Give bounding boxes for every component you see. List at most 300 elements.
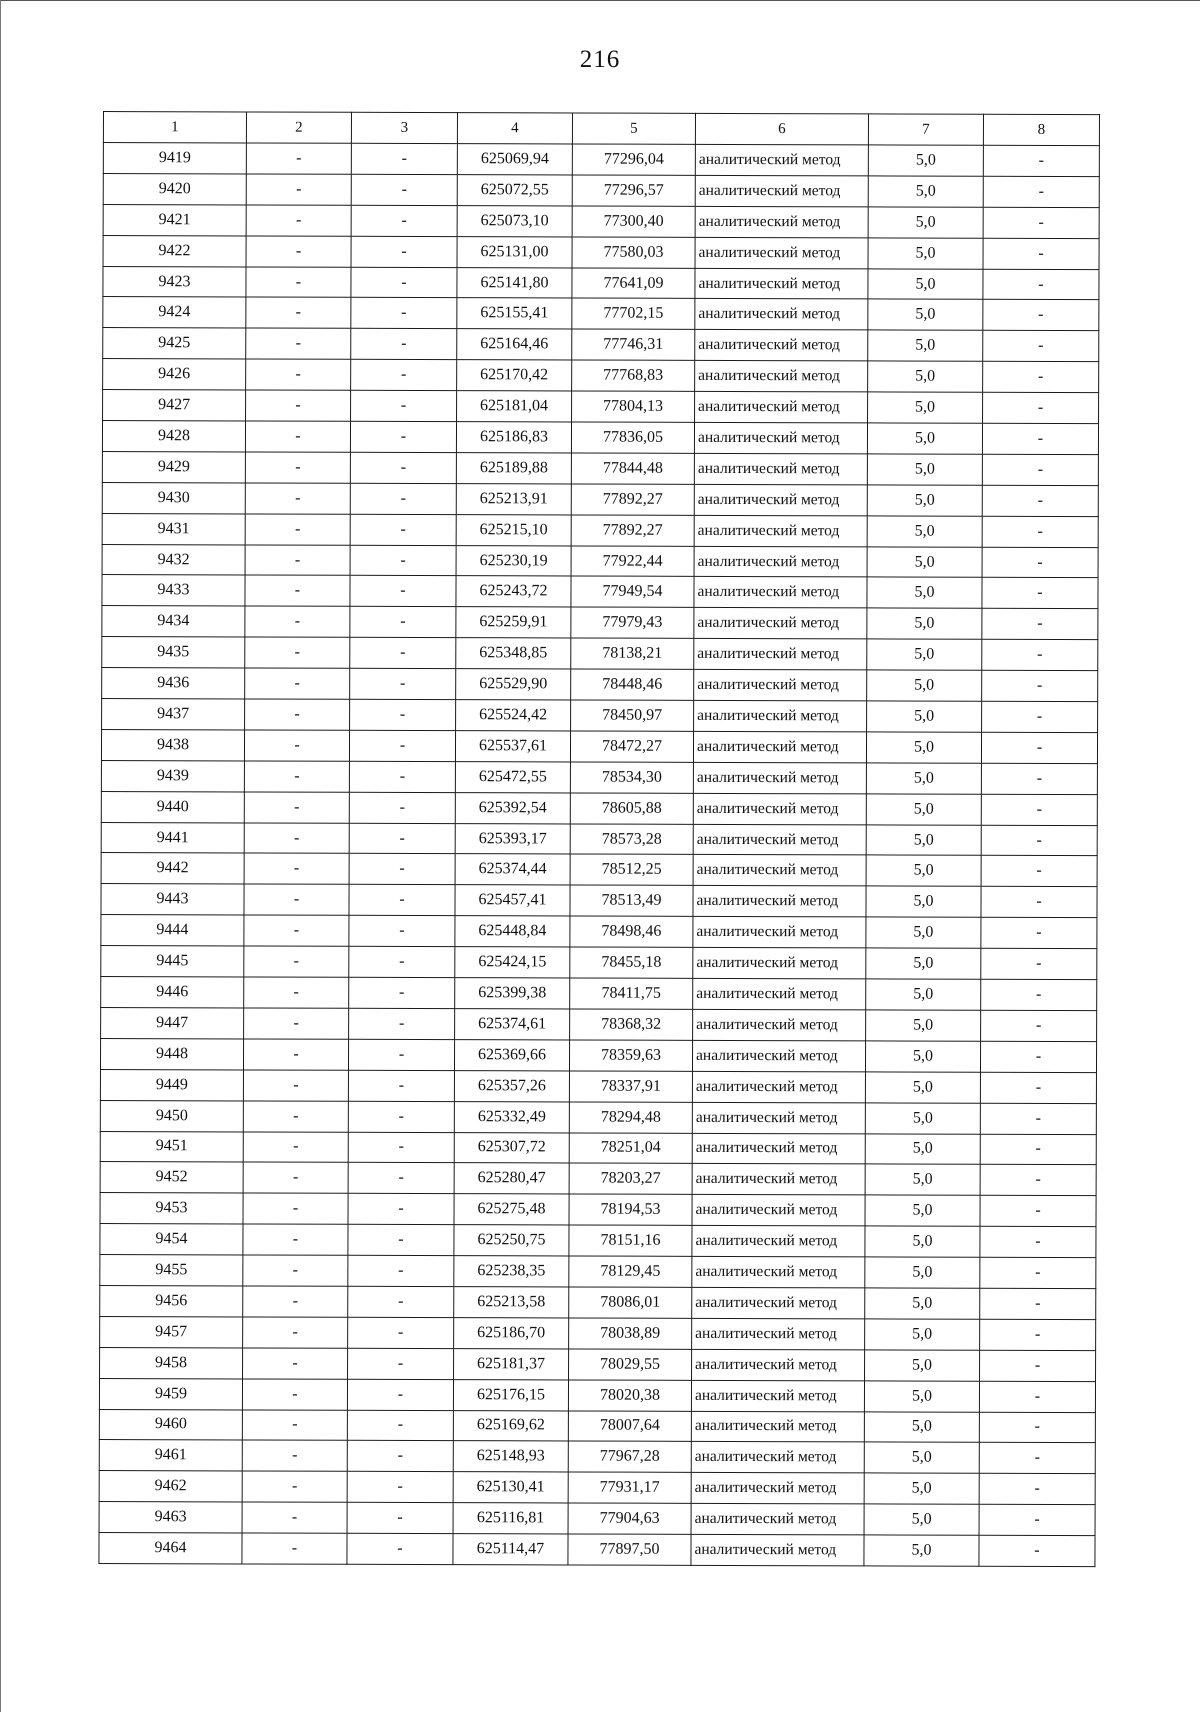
page-number: 216: [579, 46, 621, 73]
method-cell: аналитический метод: [695, 391, 868, 422]
table-row: [102, 606, 1098, 640]
accuracy-cell: 5,0: [868, 392, 983, 423]
method-cell: аналитический метод: [694, 669, 867, 700]
col8-cell: -: [983, 238, 1099, 269]
method-cell: аналитический метод: [691, 1504, 864, 1535]
col2-cell: -: [243, 1255, 348, 1286]
table-header-row: [103, 112, 1099, 146]
col3-cell: -: [347, 1533, 453, 1564]
col2-cell: -: [243, 1039, 348, 1070]
accuracy-cell: 5,0: [866, 824, 981, 855]
col8-cell: -: [982, 485, 1098, 516]
y-coordinate-cell: 77844,48: [571, 453, 694, 484]
x-coordinate-cell: 625448,84: [455, 916, 570, 947]
table-row: [102, 421, 1098, 455]
column-header: 3: [351, 112, 457, 143]
y-coordinate-cell: 78448,46: [571, 669, 694, 700]
accuracy-cell: 5,0: [865, 1041, 980, 1072]
table-row: [102, 668, 1098, 702]
table-row: [101, 915, 1097, 949]
col8-cell: -: [981, 1010, 1097, 1041]
accuracy-cell: 5,0: [866, 1010, 981, 1041]
accuracy-cell: 5,0: [865, 1195, 980, 1226]
accuracy-cell: 5,0: [867, 639, 982, 670]
point-number-cell: 9434: [102, 606, 245, 637]
point-number-cell: 9438: [101, 729, 244, 760]
x-coordinate-cell: 625424,15: [455, 947, 570, 978]
col2-cell: -: [246, 267, 351, 298]
x-coordinate-cell: 625072,55: [457, 175, 572, 206]
table-row: [103, 359, 1099, 393]
table-row: [99, 1533, 1095, 1567]
accuracy-cell: 5,0: [864, 1411, 979, 1442]
x-coordinate-cell: 625374,61: [455, 1009, 570, 1040]
accuracy-cell: 5,0: [864, 1535, 979, 1566]
column-header: 1: [103, 112, 246, 143]
method-cell: аналитический метод: [691, 1411, 864, 1442]
y-coordinate-cell: 78450,97: [571, 700, 694, 731]
method-cell: аналитический метод: [691, 1534, 864, 1565]
x-coordinate-cell: 625332,49: [454, 1101, 569, 1132]
col3-cell: -: [349, 823, 455, 854]
col3-cell: -: [347, 1410, 453, 1441]
x-coordinate-cell: 625186,70: [454, 1317, 569, 1348]
x-coordinate-cell: 625215,10: [456, 514, 571, 545]
col2-cell: -: [244, 853, 349, 884]
col8-cell: -: [981, 794, 1097, 825]
col3-cell: -: [351, 236, 457, 267]
table-row: [100, 1162, 1096, 1196]
method-cell: аналитический метод: [694, 484, 867, 515]
table-row: [100, 1255, 1096, 1289]
col3-cell: -: [348, 1255, 454, 1286]
y-coordinate-cell: 77296,04: [572, 144, 695, 175]
col2-cell: -: [244, 730, 349, 761]
col8-cell: -: [981, 887, 1097, 918]
point-number-cell: 9446: [101, 977, 244, 1008]
accuracy-cell: 5,0: [866, 886, 981, 917]
col3-cell: -: [349, 885, 455, 916]
accuracy-cell: 5,0: [868, 207, 983, 238]
x-coordinate-cell: 625250,75: [454, 1225, 569, 1256]
col3-cell: -: [347, 1502, 453, 1533]
accuracy-cell: 5,0: [865, 1103, 980, 1134]
x-coordinate-cell: 625116,81: [453, 1503, 568, 1534]
x-coordinate-cell: 625393,17: [455, 823, 570, 854]
method-cell: аналитический метод: [695, 144, 868, 175]
y-coordinate-cell: 78472,27: [570, 731, 693, 762]
point-number-cell: 9428: [102, 421, 245, 452]
col8-cell: -: [983, 300, 1099, 331]
y-coordinate-cell: 77746,31: [572, 329, 695, 360]
col8-cell: -: [981, 979, 1097, 1010]
col2-cell: -: [246, 359, 351, 390]
accuracy-cell: 5,0: [867, 454, 982, 485]
col8-cell: -: [980, 1226, 1096, 1257]
x-coordinate-cell: 625357,26: [454, 1070, 569, 1101]
col2-cell: -: [245, 452, 350, 483]
y-coordinate-cell: 77702,15: [572, 298, 695, 329]
x-coordinate-cell: 625155,41: [457, 298, 572, 329]
col8-cell: -: [980, 1288, 1096, 1319]
y-coordinate-cell: 78138,21: [571, 638, 694, 669]
col8-cell: -: [980, 1103, 1096, 1134]
table-row: [103, 204, 1099, 238]
method-cell: аналитический метод: [694, 608, 867, 639]
x-coordinate-cell: 625392,54: [455, 792, 570, 823]
col8-cell: -: [982, 609, 1098, 640]
x-coordinate-cell: 625537,61: [455, 731, 570, 762]
accuracy-cell: 5,0: [868, 238, 983, 269]
point-number-cell: 9437: [102, 699, 245, 730]
col3-cell: -: [350, 576, 456, 607]
col2-cell: -: [242, 1440, 347, 1471]
accuracy-cell: 5,0: [865, 1350, 980, 1381]
col8-cell: -: [980, 1041, 1096, 1072]
col2-cell: -: [242, 1471, 347, 1502]
x-coordinate-cell: 625186,83: [456, 422, 571, 453]
method-cell: аналитический метод: [693, 1009, 866, 1040]
point-number-cell: 9430: [102, 482, 245, 513]
y-coordinate-cell: 77892,27: [571, 484, 694, 515]
col2-cell: -: [246, 328, 351, 359]
accuracy-cell: 5,0: [866, 855, 981, 886]
col2-cell: -: [245, 699, 350, 730]
method-cell: аналитический метод: [693, 762, 866, 793]
col8-cell: -: [982, 640, 1098, 671]
y-coordinate-cell: 78605,88: [570, 793, 693, 824]
accuracy-cell: 5,0: [865, 1288, 980, 1319]
accuracy-cell: 5,0: [868, 361, 983, 392]
method-cell: аналитический метод: [695, 299, 868, 330]
col3-cell: -: [351, 390, 457, 421]
x-coordinate-cell: 625176,15: [453, 1379, 568, 1410]
col3-cell: -: [348, 1132, 454, 1163]
method-cell: аналитический метод: [691, 1473, 864, 1504]
x-coordinate-cell: 625230,19: [456, 545, 571, 576]
method-cell: аналитический метод: [692, 1256, 865, 1287]
column-header: 2: [246, 112, 351, 143]
x-coordinate-cell: 625280,47: [454, 1163, 569, 1194]
col2-cell: -: [242, 1533, 347, 1564]
method-cell: аналитический метод: [692, 1318, 865, 1349]
point-number-cell: 9461: [99, 1440, 242, 1471]
table-row: [100, 1131, 1096, 1165]
col2-cell: -: [243, 1224, 348, 1255]
point-number-cell: 9436: [102, 668, 245, 699]
y-coordinate-cell: 77892,27: [571, 515, 694, 546]
accuracy-cell: 5,0: [865, 1133, 980, 1164]
col3-cell: -: [349, 730, 455, 761]
table-row: [101, 822, 1097, 856]
method-cell: аналитический метод: [693, 978, 866, 1009]
point-number-cell: 9452: [100, 1162, 243, 1193]
table-row: [100, 1100, 1096, 1134]
table-row: [102, 544, 1098, 578]
col8-cell: -: [983, 392, 1099, 423]
point-number-cell: 9454: [100, 1224, 243, 1255]
point-number-cell: 9453: [100, 1193, 243, 1224]
method-cell: аналитический метод: [693, 731, 866, 762]
y-coordinate-cell: 78513,49: [570, 885, 693, 916]
col2-cell: -: [244, 1008, 349, 1039]
x-coordinate-cell: 625275,48: [454, 1194, 569, 1225]
col8-cell: -: [983, 176, 1099, 207]
col3-cell: -: [350, 668, 456, 699]
y-coordinate-cell: 77641,09: [572, 268, 695, 299]
method-cell: аналитический метод: [694, 422, 867, 453]
table-row: [102, 575, 1098, 609]
col8-cell: -: [980, 1165, 1096, 1196]
col8-cell: -: [982, 423, 1098, 454]
col3-cell: -: [348, 1101, 454, 1132]
point-number-cell: 9462: [99, 1471, 242, 1502]
col8-cell: -: [982, 547, 1098, 578]
method-cell: аналитический метод: [695, 268, 868, 299]
point-number-cell: 9448: [100, 1038, 243, 1069]
page-border-top: [0, 0, 1200, 1]
col8-cell: -: [981, 732, 1097, 763]
col8-cell: -: [983, 361, 1099, 392]
table-row: [100, 1285, 1096, 1319]
table-row: [100, 1193, 1096, 1227]
col3-cell: -: [348, 1286, 454, 1317]
accuracy-cell: 5,0: [867, 516, 982, 547]
col2-cell: -: [244, 823, 349, 854]
col2-cell: -: [244, 792, 349, 823]
y-coordinate-cell: 77804,13: [572, 391, 695, 422]
table-row: [103, 266, 1099, 300]
method-cell: аналитический метод: [692, 1349, 865, 1380]
method-cell: аналитический метод: [693, 948, 866, 979]
table-row: [102, 637, 1098, 671]
col3-cell: -: [351, 329, 457, 360]
table-row: [102, 451, 1098, 485]
y-coordinate-cell: 77580,03: [572, 237, 695, 268]
point-number-cell: 9435: [102, 637, 245, 668]
x-coordinate-cell: 625170,42: [457, 360, 572, 391]
col2-cell: -: [245, 668, 350, 699]
col3-cell: -: [348, 1317, 454, 1348]
col2-cell: -: [243, 1070, 348, 1101]
method-cell: аналитический метод: [694, 453, 867, 484]
method-cell: аналитический метод: [694, 577, 867, 608]
accuracy-cell: 5,0: [868, 145, 983, 176]
table-row: [100, 1347, 1096, 1381]
method-cell: аналитический метод: [693, 886, 866, 917]
x-coordinate-cell: 625213,91: [456, 483, 571, 514]
x-coordinate-cell: 625073,10: [457, 205, 572, 236]
table-row: [100, 1038, 1096, 1072]
col3-cell: -: [351, 143, 457, 174]
col2-cell: -: [244, 915, 349, 946]
col2-cell: -: [244, 946, 349, 977]
y-coordinate-cell: 78411,75: [570, 978, 693, 1009]
point-number-cell: 9444: [101, 915, 244, 946]
point-number-cell: 9424: [103, 297, 246, 328]
method-cell: аналитический метод: [694, 639, 867, 670]
col2-cell: -: [245, 606, 350, 637]
accuracy-cell: 5,0: [866, 732, 981, 763]
col8-cell: -: [983, 207, 1099, 238]
col2-cell: -: [242, 1502, 347, 1533]
method-cell: аналитический метод: [692, 1287, 865, 1318]
y-coordinate-cell: 78038,89: [569, 1318, 692, 1349]
method-cell: аналитический метод: [693, 824, 866, 855]
method-cell: аналитический метод: [692, 1071, 865, 1102]
table-row: [103, 173, 1099, 207]
col2-cell: -: [245, 545, 350, 576]
col8-cell: -: [981, 856, 1097, 887]
x-coordinate-cell: 625169,62: [453, 1410, 568, 1441]
col3-cell: -: [350, 607, 456, 638]
y-coordinate-cell: 77836,05: [571, 422, 694, 453]
point-number-cell: 9447: [101, 1007, 244, 1038]
accuracy-cell: 5,0: [866, 948, 981, 979]
col3-cell: -: [349, 946, 455, 977]
col2-cell: -: [246, 236, 351, 267]
col3-cell: -: [349, 1008, 455, 1039]
accuracy-cell: 5,0: [865, 1319, 980, 1350]
x-coordinate-cell: 625374,44: [455, 854, 570, 885]
point-number-cell: 9433: [102, 575, 245, 606]
y-coordinate-cell: 78573,28: [570, 824, 693, 855]
col8-cell: -: [981, 763, 1097, 794]
col8-cell: -: [980, 1072, 1096, 1103]
y-coordinate-cell: 78020,38: [568, 1380, 691, 1411]
accuracy-cell: 5,0: [867, 577, 982, 608]
accuracy-cell: 5,0: [866, 794, 981, 825]
x-coordinate-cell: 625131,00: [457, 236, 572, 267]
y-coordinate-cell: 78498,46: [570, 916, 693, 947]
table-row: [99, 1471, 1095, 1505]
method-cell: аналитический метод: [691, 1380, 864, 1411]
col3-cell: -: [350, 452, 456, 483]
col8-cell: -: [980, 1319, 1096, 1350]
col3-cell: -: [350, 514, 456, 545]
col2-cell: -: [242, 1409, 347, 1440]
x-coordinate-cell: 625141,80: [457, 267, 572, 298]
y-coordinate-cell: 78534,30: [570, 762, 693, 793]
col3-cell: -: [348, 1163, 454, 1194]
col8-cell: -: [979, 1412, 1095, 1443]
y-coordinate-cell: 78086,01: [569, 1287, 692, 1318]
col2-cell: -: [243, 1193, 348, 1224]
point-number-cell: 9440: [101, 791, 244, 822]
y-coordinate-cell: 77296,57: [572, 175, 695, 206]
col3-cell: -: [347, 1441, 453, 1472]
col8-cell: -: [979, 1504, 1095, 1535]
point-number-cell: 9431: [102, 513, 245, 544]
y-coordinate-cell: 78151,16: [569, 1225, 692, 1256]
point-number-cell: 9463: [99, 1502, 242, 1533]
x-coordinate-cell: 625114,47: [453, 1534, 568, 1565]
x-coordinate-cell: 625348,85: [456, 638, 571, 669]
col2-cell: -: [243, 1101, 348, 1132]
col3-cell: -: [349, 854, 455, 885]
x-coordinate-cell: 625529,90: [456, 669, 571, 700]
col8-cell: -: [983, 145, 1099, 176]
accuracy-cell: 5,0: [864, 1504, 979, 1535]
col3-cell: -: [351, 174, 457, 205]
table-row: [101, 946, 1097, 980]
accuracy-cell: 5,0: [868, 330, 983, 361]
accuracy-cell: 5,0: [867, 423, 982, 454]
x-coordinate-cell: 625259,91: [456, 607, 571, 638]
table-row: [101, 760, 1097, 794]
page-border-left: [0, 0, 1, 1712]
point-number-cell: 9450: [100, 1100, 243, 1131]
method-cell: аналитический метод: [692, 1133, 865, 1164]
col8-cell: -: [983, 269, 1099, 300]
col3-cell: -: [348, 1224, 454, 1255]
table-row: [100, 1069, 1096, 1103]
col3-cell: -: [351, 298, 457, 329]
accuracy-cell: 5,0: [867, 701, 982, 732]
point-number-cell: 9455: [100, 1255, 243, 1286]
y-coordinate-cell: 78203,27: [569, 1163, 692, 1194]
point-number-cell: 9442: [101, 853, 244, 884]
accuracy-cell: 5,0: [865, 1257, 980, 1288]
col2-cell: -: [244, 761, 349, 792]
table-row: [103, 390, 1099, 424]
col8-cell: -: [981, 948, 1097, 979]
col3-cell: -: [350, 421, 456, 452]
point-number-cell: 9457: [100, 1316, 243, 1347]
col8-cell: -: [983, 331, 1099, 362]
table-row: [103, 143, 1099, 177]
col3-cell: -: [351, 205, 457, 236]
accuracy-cell: 5,0: [868, 176, 983, 207]
table-body: [99, 112, 1100, 1567]
method-cell: аналитический метод: [691, 1442, 864, 1473]
x-coordinate-cell: 625069,94: [457, 144, 572, 175]
method-cell: аналитический метод: [694, 515, 867, 546]
col2-cell: -: [245, 575, 350, 606]
col3-cell: -: [349, 916, 455, 947]
col2-cell: -: [243, 1131, 348, 1162]
col8-cell: -: [979, 1381, 1095, 1412]
col8-cell: -: [980, 1196, 1096, 1227]
col3-cell: -: [348, 1194, 454, 1225]
col8-cell: -: [982, 454, 1098, 485]
method-cell: аналитический метод: [693, 793, 866, 824]
accuracy-cell: 5,0: [865, 1072, 980, 1103]
col8-cell: -: [980, 1134, 1096, 1165]
col2-cell: -: [245, 421, 350, 452]
x-coordinate-cell: 625399,38: [455, 978, 570, 1009]
method-cell: аналитический метод: [695, 361, 868, 392]
x-coordinate-cell: 625238,35: [454, 1256, 569, 1287]
y-coordinate-cell: 78294,48: [569, 1102, 692, 1133]
point-number-cell: 9429: [102, 451, 245, 482]
col3-cell: -: [349, 792, 455, 823]
y-coordinate-cell: 78512,25: [570, 854, 693, 885]
col3-cell: -: [347, 1472, 453, 1503]
col8-cell: -: [981, 825, 1097, 856]
y-coordinate-cell: 78359,63: [569, 1040, 692, 1071]
col3-cell: -: [349, 977, 455, 1008]
table-row: [101, 853, 1097, 887]
accuracy-cell: 5,0: [868, 299, 983, 330]
point-number-cell: 9464: [99, 1533, 242, 1564]
col3-cell: -: [347, 1379, 453, 1410]
col3-cell: -: [350, 699, 456, 730]
coordinates-table: [98, 111, 1100, 1567]
y-coordinate-cell: 77897,50: [568, 1534, 691, 1565]
point-number-cell: 9459: [99, 1378, 242, 1409]
table-row: [100, 1316, 1096, 1350]
